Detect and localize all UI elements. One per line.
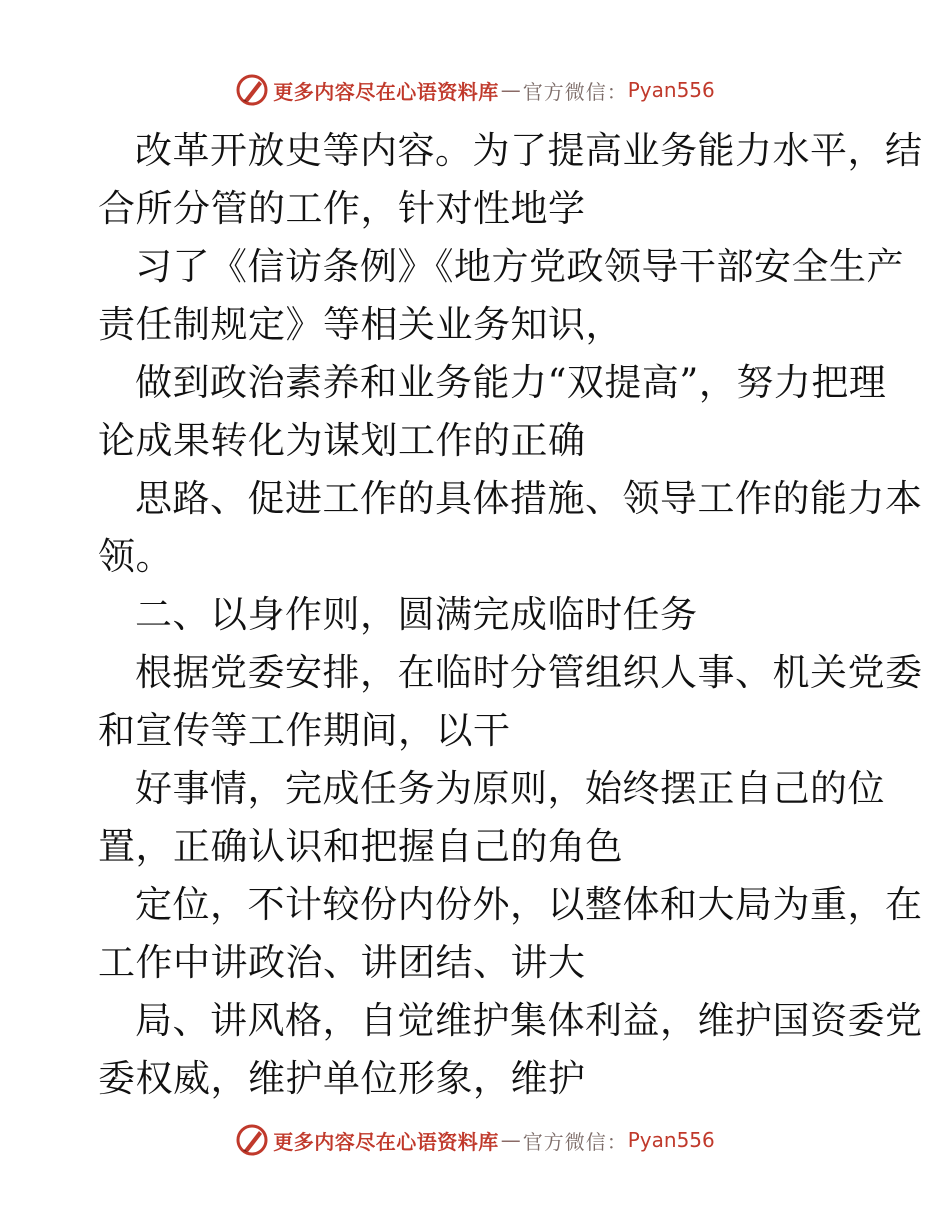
paragraph-line: 好事情，完成任务为原则，始终摆正自己的位 bbox=[135, 767, 885, 810]
paragraph-line: 局、讲风格，自觉维护集体利益，维护国资委党 bbox=[135, 999, 923, 1042]
watermark-site: 更多内容尽在心语资料库 bbox=[273, 1129, 499, 1154]
paragraph-line: 置，正确认识和把握自己的角色 bbox=[98, 825, 623, 868]
paragraph-line: 和宣传等工作期间，以干 bbox=[98, 709, 511, 752]
paragraph-line: 定位，不计较份内份外，以整体和大局为重，在 bbox=[135, 883, 923, 926]
paragraph-line: 工作中讲政治、讲团结、讲大 bbox=[98, 941, 586, 984]
footer-watermark bbox=[0, 1120, 950, 1160]
pen-logo-icon bbox=[235, 73, 269, 107]
paragraph-line: 根据党委安排，在临时分管组织人事、机关党委 bbox=[135, 651, 923, 694]
paragraph-line: 做到政治素养和业务能力“双提高”，努力把理 bbox=[135, 361, 887, 404]
paragraph-line: 合所分管的工作，针对性地学 bbox=[98, 187, 586, 230]
watermark-official: 官方微信： bbox=[522, 79, 628, 104]
watermark-wechat: Pyan556 bbox=[627, 1128, 715, 1152]
watermark-separator: — bbox=[500, 1128, 521, 1152]
document-body bbox=[98, 122, 923, 1108]
pen-logo-icon bbox=[235, 1123, 269, 1157]
paragraph-line: 习了《信访条例》《地方党政领导干部安全生产 bbox=[135, 245, 904, 288]
header-watermark bbox=[0, 70, 950, 110]
watermark-wechat: Pyan556 bbox=[627, 78, 715, 102]
paragraph-line: 领。 bbox=[98, 535, 173, 578]
paragraph-line: 思路、促进工作的具体措施、领导工作的能力本 bbox=[135, 477, 923, 520]
watermark-separator: — bbox=[500, 78, 521, 102]
paragraph-line: 论成果转化为谋划工作的正确 bbox=[98, 419, 586, 462]
section-heading: 二、以身作则，圆满完成临时任务 bbox=[135, 593, 698, 636]
paragraph-line: 改革开放史等内容。为了提高业务能力水平，结 bbox=[135, 129, 923, 172]
paragraph-line: 责任制规定》等相关业务知识， bbox=[98, 303, 623, 346]
watermark-site: 更多内容尽在心语资料库 bbox=[273, 79, 499, 104]
paragraph-line: 委权威，维护单位形象，维护 bbox=[98, 1057, 586, 1100]
watermark-official: 官方微信： bbox=[522, 1129, 628, 1154]
